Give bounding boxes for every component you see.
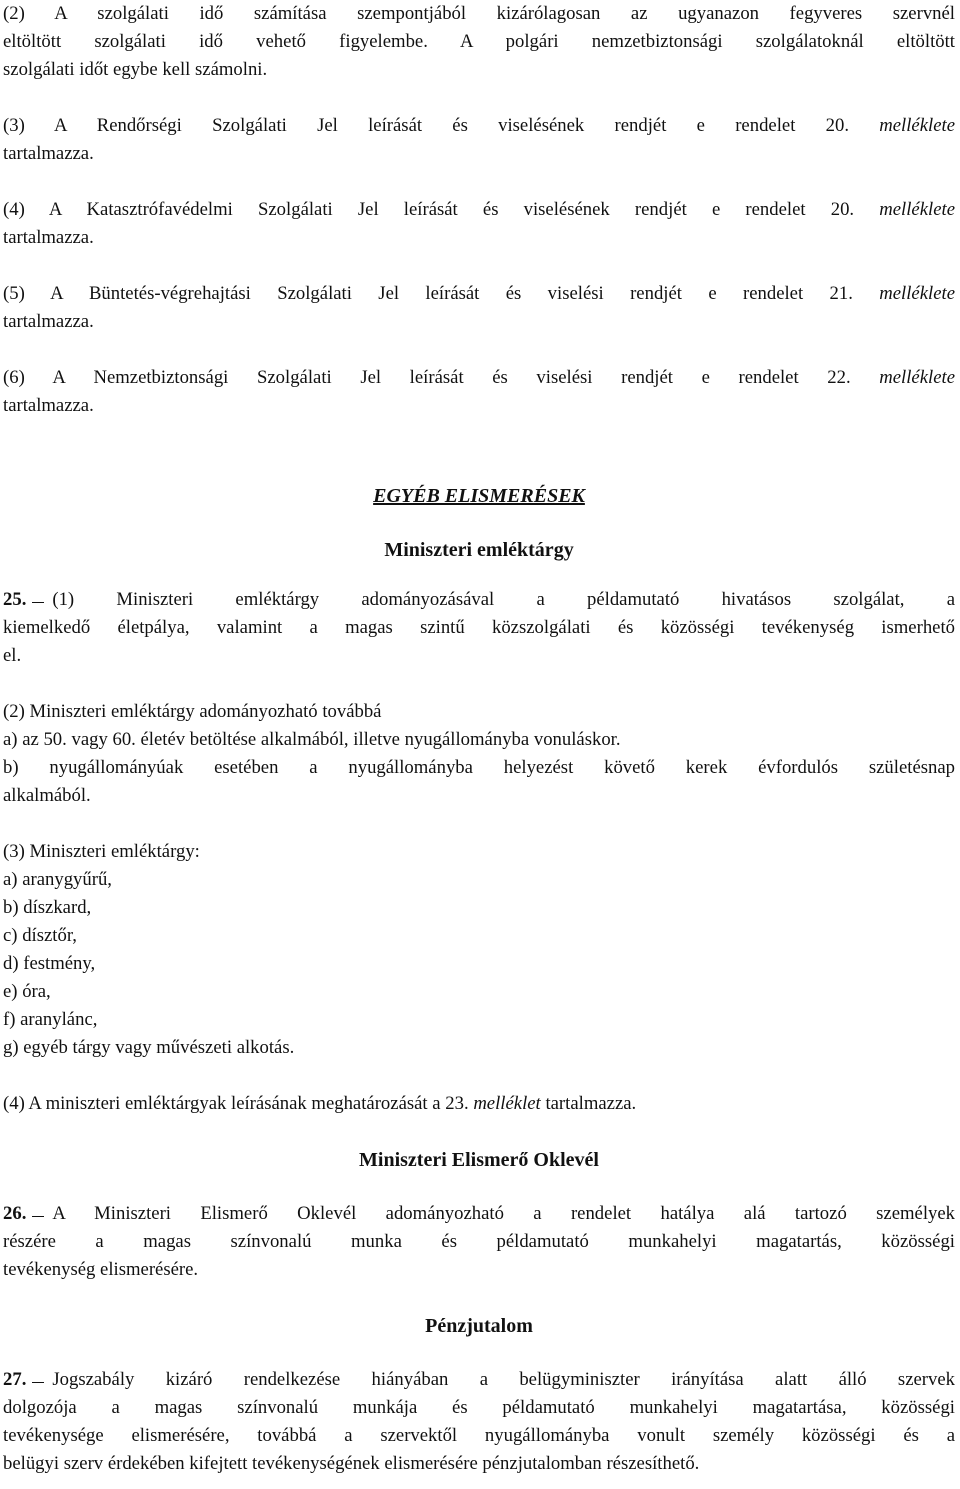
annex-reference: melléklete bbox=[879, 283, 955, 304]
section-number: 25. bbox=[3, 589, 27, 610]
text: (1) Miniszteri emléktárgy adományozásával a példamutató hivatásos szolgálat, a bbox=[52, 589, 955, 610]
text-line: dolgozója a magas színvonalú munkája és példamutató munkahelyi magatartása, közösségi bbox=[3, 1397, 955, 1418]
text-line: el. bbox=[3, 645, 22, 666]
text: (3) A Rendőrségi Szolgálati Jel leírását és viselésének rendjét e rendelet 20. bbox=[3, 115, 880, 136]
section-mark-icon bbox=[32, 588, 44, 603]
list-item: e) óra, bbox=[3, 981, 51, 1002]
paragraph-2 bbox=[3, 0, 955, 84]
text-line: b) nyugállományúak esetében a nyugállományba helyezést követő kerek évfordulós születésnap bbox=[3, 757, 955, 778]
section-mark-icon bbox=[32, 1202, 44, 1217]
text-line: tartalmazza. bbox=[3, 227, 94, 248]
annex-reference: melléklete bbox=[879, 115, 955, 136]
text-line: tevékenység elismerésére. bbox=[3, 1259, 199, 1280]
paragraph-5 bbox=[3, 280, 955, 336]
list-item: b) díszkard, bbox=[3, 897, 92, 918]
list-item: f) aranylánc, bbox=[3, 1009, 98, 1030]
document-page bbox=[3, 0, 955, 1478]
heading-penzjutalom: Pénzjutalom bbox=[425, 1315, 533, 1337]
text-line: alkalmából. bbox=[3, 785, 91, 806]
section-27 bbox=[3, 1366, 955, 1478]
list-item: a) aranygyűrű, bbox=[3, 869, 112, 890]
annex-reference: melléklete bbox=[879, 199, 955, 220]
text: (4) A miniszteri emléktárgyak leírásának meghatározását a 23. bbox=[3, 1093, 474, 1114]
text-line: tartalmazza. bbox=[3, 311, 94, 332]
text-line: a) az 50. vagy 60. életév betöltése alkalmából, illetve nyugállományba vonuláskor. bbox=[3, 729, 621, 750]
list-item: d) festmény, bbox=[3, 953, 96, 974]
text-line: tartalmazza. bbox=[3, 143, 94, 164]
memento-list bbox=[3, 866, 955, 1062]
section-number: 27. bbox=[3, 1369, 27, 1390]
annex-reference: melléklet bbox=[473, 1093, 541, 1114]
list-item: g) egyéb tárgy vagy művészeti alkotás. bbox=[3, 1037, 295, 1058]
paragraph-4 bbox=[3, 196, 955, 252]
text: (5) A Büntetés-végrehajtási Szolgálati Jel leírását és viselési rendjét e rendelet 21. bbox=[3, 283, 880, 304]
section-26 bbox=[3, 1200, 955, 1284]
text-line: részére a magas színvonalú munka és példamutató munkahelyi magatartás, közösségi bbox=[3, 1231, 955, 1252]
paragraph-3 bbox=[3, 112, 955, 168]
text-line: belügyi szerv érdekében kifejtett tevékenységének elismerésére pénzjutalomban részesíthető. bbox=[3, 1453, 700, 1474]
list-item: c) dísztőr, bbox=[3, 925, 77, 946]
text-line: szolgálati időt egybe kell számolni. bbox=[3, 59, 268, 80]
section-mark-icon bbox=[32, 1368, 44, 1383]
text-line: tevékenysége elismerésére, továbbá a szervektől nyugállományba vonult személy közösségi és a bbox=[3, 1425, 955, 1446]
paragraph-6 bbox=[3, 364, 955, 420]
annex-reference: melléklete bbox=[879, 367, 955, 388]
heading-emlektargy: Miniszteri emléktárgy bbox=[384, 539, 574, 561]
text: Jogszabály kizáró rendelkezése hiányában a belügyminiszter irányítása alatt álló szervek bbox=[52, 1369, 955, 1390]
section-number: 26. bbox=[3, 1203, 27, 1224]
text: (4) A Katasztrófavédelmi Szolgálati Jel leírását és viselésének rendjét e rendelet 20. bbox=[3, 199, 880, 220]
text-line: (2) A szolgálati idő számítása szempontjából kizárólagosan az ugyanazon fegyveres szervnél bbox=[3, 3, 955, 24]
text-line: tartalmazza. bbox=[3, 395, 94, 416]
text-line: (2) Miniszteri emléktárgy adományozható továbbá bbox=[3, 701, 382, 722]
heading-oklevel: Miniszteri Elismerő Oklevél bbox=[359, 1149, 599, 1171]
text: tartalmazza. bbox=[540, 1093, 637, 1114]
text-line: eltöltött szolgálati idő vehető figyelembe. A polgári nemzetbiztonsági szolgálatoknál eltöltött bbox=[3, 31, 955, 52]
text: A Miniszteri Elismerő Oklevél adományozható a rendelet hatálya alá tartozó személyek bbox=[52, 1203, 955, 1224]
section-25 bbox=[3, 586, 955, 1118]
text-line: kiemelkedő életpálya, valamint a magas szintű közszolgálati és közösségi tevékenység ismerhető bbox=[3, 617, 955, 638]
section-title: EGYÉB ELISMERÉSEK bbox=[373, 485, 585, 507]
text-line: (3) Miniszteri emléktárgy: bbox=[3, 841, 200, 862]
text: (6) A Nemzetbiztonsági Szolgálati Jel leírását és viselési rendjét e rendelet 22. bbox=[3, 367, 880, 388]
